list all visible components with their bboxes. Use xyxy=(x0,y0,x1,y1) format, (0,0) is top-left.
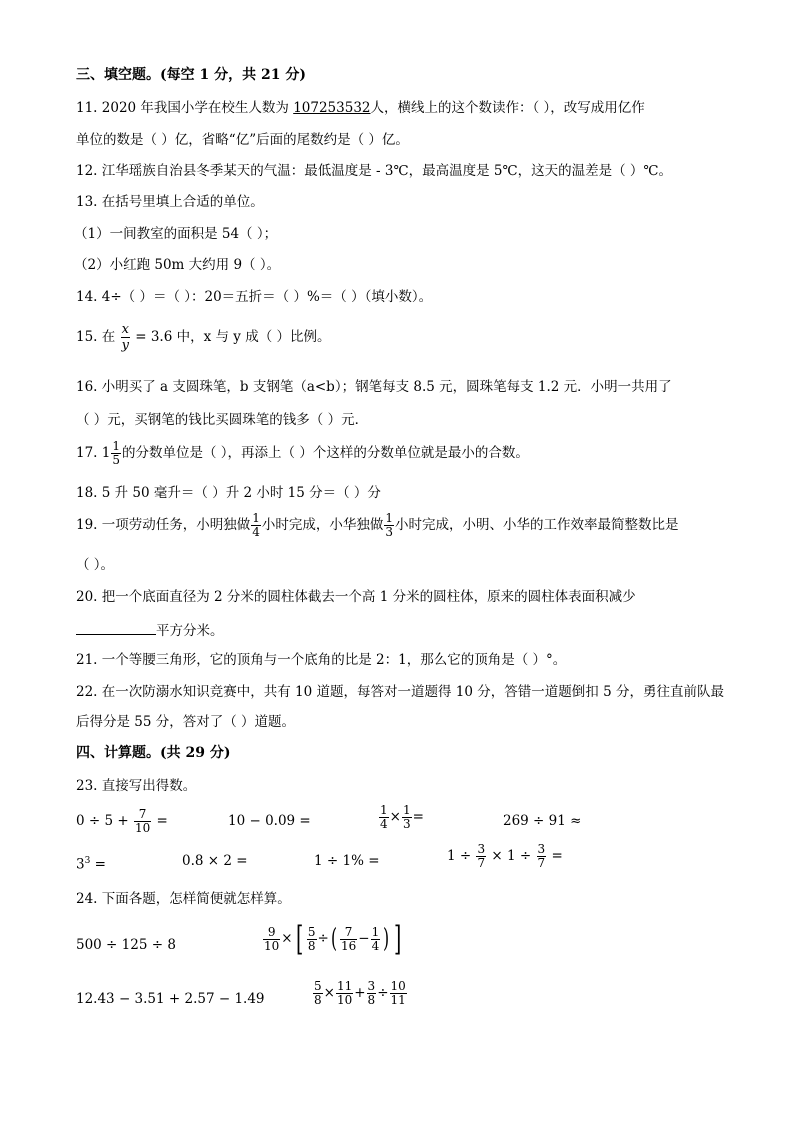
question-13-part-2: （2）小红跑 50m 大约用 9（ ）。 xyxy=(74,257,281,273)
q20-answer-blank[interactable] xyxy=(76,620,156,635)
q17-suffix: 的分数单位是（ ），再添上（ ）个这样的分数单位就是最小的合数。 xyxy=(122,445,529,461)
question-11-line-1 xyxy=(76,99,645,117)
calc-3-fraction-1 xyxy=(379,804,389,831)
expr-4-denominator-4: 11 xyxy=(390,993,406,1007)
calc-8-prefix: 1 ÷ xyxy=(447,848,476,864)
question-19-line-2: （ ）。 xyxy=(76,557,115,573)
question-17 xyxy=(76,440,529,467)
calc-8-fraction-1 xyxy=(476,843,486,870)
q15-numerator: x xyxy=(121,322,129,337)
expr-4-denominator-3: 8 xyxy=(367,993,376,1007)
expr-4-numerator-4: 10 xyxy=(390,979,406,993)
q19-fraction-1 xyxy=(251,512,261,539)
q15-suffix: = 3.6 中，x 与 y 成（ ）比例。 xyxy=(135,329,331,345)
calc-3-suffix: = xyxy=(412,809,424,825)
calc-5 xyxy=(76,852,106,874)
expr-2-fraction-4 xyxy=(371,926,381,953)
calc-7: 1 ÷ 1% = xyxy=(314,853,380,869)
question-22-line-1: 22. 在一次防溺水知识竞赛中，共有 10 道题，每答对一道题得 10 分，答错一道题倒扣 5 分，勇往直前队最 xyxy=(76,684,724,700)
expr-2-right-bracket: ] xyxy=(394,919,402,959)
question-13: 13. 在括号里填上合适的单位。 xyxy=(76,194,264,210)
q17-prefix: 17. 1 xyxy=(76,445,111,461)
calc-1-numerator: 7 xyxy=(134,808,151,822)
calc-3-denominator-2: 3 xyxy=(402,817,411,831)
question-20-line-2 xyxy=(76,620,224,640)
calc-2: 10 − 0.09 = xyxy=(228,813,311,829)
expr-4-denominator-1: 8 xyxy=(314,993,322,1007)
q15-fraction xyxy=(121,322,130,353)
expr-2-left-paren: ( xyxy=(330,924,337,954)
calc-3 xyxy=(378,804,424,831)
calc-8-suffix: = xyxy=(547,848,563,864)
expr-2-denominator-1: 10 xyxy=(264,938,280,953)
expr-1: 500 ÷ 125 ÷ 8 xyxy=(76,937,176,953)
calc-3-numerator-2: 1 xyxy=(402,803,411,817)
calc-1-prefix: 0 ÷ 5 + xyxy=(76,813,133,829)
section-3-title: 三、填空题。(每空 1 分，共 21 分) xyxy=(76,67,306,83)
question-18: 18. 5 升 50 毫升＝（ ）升 2 小时 15 分＝（ ）分 xyxy=(76,485,381,501)
q17-fraction xyxy=(111,440,121,467)
expr-4-fraction-1 xyxy=(313,980,323,1007)
question-12: 12. 江华瑶族自治县冬季某天的气温：最低温度是 - 3℃，最高温度是 5℃，这天的温差是（ ）℃。 xyxy=(76,163,672,179)
q11-prefix: 11. 2020 年我国小学在校生人数为 xyxy=(76,100,294,116)
expr-4-numerator-1: 5 xyxy=(314,979,322,993)
expr-2-right-paren: ) xyxy=(383,924,390,954)
calc-1-denominator: 10 xyxy=(134,821,151,835)
expr-4-numerator-2: 11 xyxy=(336,979,353,993)
expr-4-fraction-3 xyxy=(367,980,377,1007)
calc-8-denominator-1: 7 xyxy=(477,856,486,870)
question-23: 23. 直接写出得数。 xyxy=(76,778,197,794)
expr-4-fraction-2 xyxy=(336,980,353,1007)
q19-f2-numerator: 1 xyxy=(385,511,394,525)
q19-fraction-2 xyxy=(384,512,394,539)
calc-3-operator: × xyxy=(389,809,401,825)
expr-2-fraction-2 xyxy=(307,926,317,953)
expr-2-denominator-3: 16 xyxy=(340,938,357,953)
calc-3-numerator-1: 1 xyxy=(380,803,388,817)
calc-3-denominator-1: 4 xyxy=(380,817,388,831)
calc-5-base: 3 xyxy=(76,856,85,873)
question-15 xyxy=(76,322,331,353)
calc-4: 269 ÷ 91 ≈ xyxy=(503,813,582,829)
expr-4-fraction-4 xyxy=(390,980,407,1007)
q15-denominator: y xyxy=(121,338,129,353)
q11-suffix: 人，横线上的这个数读作：（ ），改写成用亿作 xyxy=(370,100,645,116)
question-19-line-1 xyxy=(76,512,679,539)
expr-2-fraction-1 xyxy=(263,926,280,953)
question-11-line-2: 单位的数是（ ）亿，省略“亿”后面的尾数约是（ ）亿。 xyxy=(76,132,409,148)
calc-3-fraction-2 xyxy=(402,804,412,831)
q19-f2-denominator: 3 xyxy=(385,525,394,539)
question-16-line-1: 16. 小明买了 a 支圆珠笔，b 支钢笔（a<b）；钢笔每支 8.5 元，圆珠笔每支 1.2 元．小明一共用了 xyxy=(76,379,672,395)
expr-2-fraction-3 xyxy=(340,926,357,953)
expr-2-denominator-2: 8 xyxy=(307,938,316,953)
q19-middle: 小时完成，小华独做 xyxy=(261,517,384,533)
calc-5-exponent: 3 xyxy=(84,856,91,866)
expr-2-numerator-1: 9 xyxy=(263,926,280,940)
expr-2-numerator-3: 7 xyxy=(340,926,357,940)
calc-8-numerator-1: 3 xyxy=(477,842,486,856)
q19-suffix: 小时完成，小明、小华的工作效率最简整数比是 xyxy=(395,517,679,533)
expr-2-numerator-2: 5 xyxy=(307,924,316,939)
expr-2-left-bracket: [ xyxy=(295,919,303,959)
calc-1 xyxy=(76,808,168,835)
question-22-line-2: 后得分是 55 分，答对了（ ）道题。 xyxy=(76,714,296,730)
expr-2: $\frac{9}{10}$ ×[ $\frac{5}{8}$ ÷( $\frac{7}{16}$ − $\frac{1}{4}$ ) ] xyxy=(264,919,402,959)
calc-8-denominator-2: 7 xyxy=(537,856,546,870)
calc-1-fraction xyxy=(134,808,151,835)
question-21: 21. 一个等腰三角形，它的顶角与一个底角的比是 2：1，那么它的顶角是（ ）°。 xyxy=(76,652,567,668)
q11-underlined-number: 107253532 xyxy=(293,100,371,116)
question-16-line-2: （ ）元，买钢笔的钱比买圆珠笔的钱多（ ）元． xyxy=(76,412,369,428)
expr-2-numerator-4: 1 xyxy=(371,924,380,939)
expr-3: 12.43 − 3.51 + 2.57 − 1.49 xyxy=(76,991,265,1007)
calc-8-middle: × 1 ÷ xyxy=(487,848,536,864)
q19-prefix: 19. 一项劳动任务，小明独做 xyxy=(76,517,251,533)
expr-2-denominator-4: 4 xyxy=(371,938,380,953)
question-24: 24. 下面各题，怎样简便就怎样算。 xyxy=(76,891,291,907)
question-14: 14. 4÷（ ）＝（ ）：20＝五折＝（ ）%＝（ ）（填小数）。 xyxy=(76,289,433,305)
expr-4-denominator-2: 10 xyxy=(336,993,353,1007)
calc-8-numerator-2: 3 xyxy=(537,842,546,856)
question-20-line-1: 20. 把一个底面直径为 2 分米的圆柱体截去一个高 1 分米的圆柱体，原来的圆柱体表面积减少 xyxy=(76,589,636,605)
calc-8 xyxy=(447,843,563,870)
q15-prefix: 15. 在 xyxy=(76,329,116,345)
calc-5-suffix: = xyxy=(90,856,106,873)
q19-f1-denominator: 4 xyxy=(252,525,260,539)
expr-4-numerator-3: 3 xyxy=(367,979,376,993)
question-13-part-1: （1）一间教室的面积是 54（ ）； xyxy=(74,226,278,242)
q17-numerator: 1 xyxy=(112,439,120,453)
q19-f1-numerator: 1 xyxy=(252,511,260,525)
calc-6: 0.8 × 2 = xyxy=(182,853,248,869)
section-4-title: 四、计算题。(共 29 分) xyxy=(76,745,231,761)
q17-denominator: 5 xyxy=(112,453,120,467)
expr-4: $\frac{5}{8}$ × $\frac{11}{10}$ + $\frac{3}{8}$ ÷ $\frac{10}{11}$ xyxy=(314,979,406,1007)
calc-1-suffix: = xyxy=(152,813,168,829)
q20-suffix: 平方分米。 xyxy=(156,623,224,639)
calc-8-fraction-2 xyxy=(537,843,547,870)
